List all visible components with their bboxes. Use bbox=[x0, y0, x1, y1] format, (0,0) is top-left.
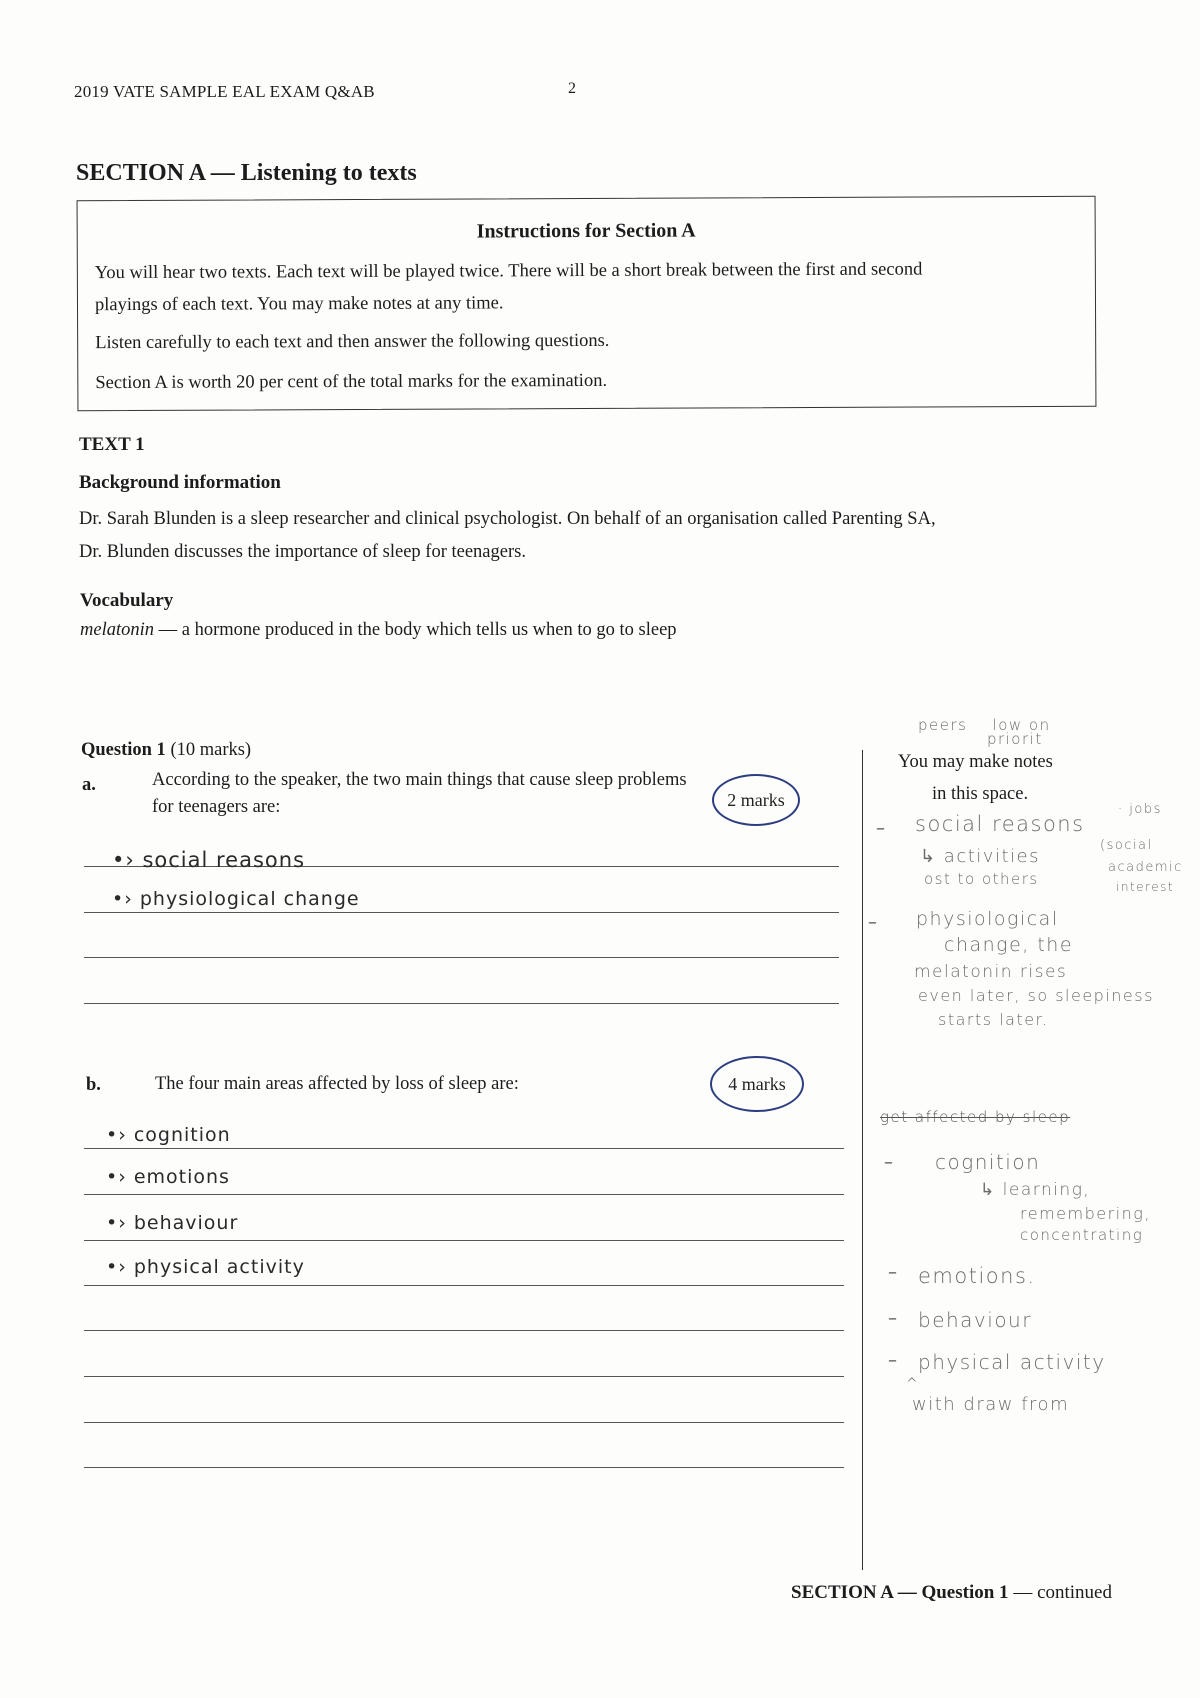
note-emotions: emotions. bbox=[918, 1264, 1036, 1288]
answer-line bbox=[84, 1422, 844, 1423]
question1b-text: The four main areas affected by loss of sleep are: bbox=[155, 1074, 519, 1094]
question1a-label: a. bbox=[82, 775, 96, 795]
question1a-text-line2: for teenagers are: bbox=[152, 797, 281, 817]
note-caret: ^ bbox=[906, 1376, 920, 1392]
note-phys-4: even later, so sleepiness bbox=[918, 986, 1154, 1005]
instructions-p3: Section A is worth 20 per cent of the total marks for the examination. bbox=[95, 370, 608, 394]
dash-mark: – bbox=[868, 912, 877, 933]
notes-top-scribble: peers low on priorit bbox=[918, 716, 1051, 748]
question1b-label: b. bbox=[86, 1075, 101, 1095]
question1-title: Question 1 bbox=[81, 740, 166, 760]
notes-prompt-line1: You may make notes bbox=[898, 752, 1053, 772]
instructions-title: Instructions for Section A bbox=[476, 219, 696, 243]
answer-line bbox=[84, 1003, 839, 1004]
background-line1: Dr. Sarah Blunden is a sleep researcher and clinical psychologist. On behalf of an organisation called Parenting SA, bbox=[79, 509, 936, 529]
note-social-side4: interest bbox=[1116, 880, 1175, 894]
vocabulary-entry bbox=[80, 620, 677, 641]
question1-marks: (10 marks) bbox=[170, 740, 252, 760]
dash-mark: – bbox=[888, 1262, 897, 1283]
note-cognition-sub3: concentrating bbox=[1020, 1226, 1144, 1244]
answer-line bbox=[84, 1285, 844, 1286]
question1-heading bbox=[81, 740, 251, 761]
instructions-p2: Listen carefully to each text and then answer the following questions. bbox=[95, 330, 610, 354]
text1-heading: TEXT 1 bbox=[79, 434, 145, 455]
note-phys-5: starts later. bbox=[938, 1010, 1049, 1029]
exam-header: 2019 VATE SAMPLE EAL EXAM Q&AB bbox=[74, 82, 375, 101]
notes-divider bbox=[862, 750, 863, 1570]
answer-line bbox=[84, 1148, 844, 1149]
dash-mark: – bbox=[888, 1350, 897, 1371]
question1a-marks-badge: 2 marks bbox=[712, 774, 800, 826]
answer-1a-2[interactable]: •› physiological change bbox=[112, 888, 360, 910]
page-number: 2 bbox=[568, 80, 576, 97]
note-social-sub1: ↳ activities bbox=[920, 846, 1040, 867]
answer-line bbox=[84, 1376, 844, 1377]
answer-line bbox=[84, 1240, 844, 1241]
answer-line bbox=[84, 957, 839, 958]
note-social: social reasons bbox=[915, 812, 1085, 836]
instructions-p1-line2: playings of each text. You may make notes at any time. bbox=[94, 293, 504, 316]
dash-mark: – bbox=[876, 818, 885, 839]
page-footer bbox=[791, 1582, 1112, 1604]
vocabulary-heading: Vocabulary bbox=[80, 590, 174, 611]
answer-1b-3[interactable]: •› behaviour bbox=[106, 1212, 239, 1234]
note-social-side1: · jobs bbox=[1118, 802, 1162, 817]
answer-1b-1[interactable]: •› cognition bbox=[106, 1124, 231, 1146]
instructions-box bbox=[77, 196, 1097, 411]
footer-section: SECTION A — bbox=[791, 1582, 922, 1603]
background-line2: Dr. Blunden discusses the importance of sleep for teenagers. bbox=[79, 542, 526, 562]
answer-line bbox=[84, 1467, 844, 1468]
notes-prompt-line2: in this space. bbox=[932, 784, 1029, 804]
answer-1b-2[interactable]: •› emotions bbox=[106, 1166, 230, 1188]
note-phys-1: physiological bbox=[916, 908, 1059, 930]
answer-1b-4[interactable]: •› physical activity bbox=[106, 1256, 305, 1278]
note-phys-3: melatonin rises bbox=[914, 962, 1068, 982]
answer-line bbox=[84, 912, 839, 913]
note-crossed-out: get affected by sleep bbox=[880, 1108, 1071, 1126]
background-heading: Background information bbox=[79, 472, 281, 493]
note-phys-2: change, the bbox=[944, 934, 1074, 956]
answer-line bbox=[84, 1330, 844, 1331]
note-social-side2: (social bbox=[1100, 838, 1153, 853]
vocabulary-definition: — a hormone produced in the body which tells us when to go to sleep bbox=[154, 620, 677, 640]
vocabulary-term: melatonin bbox=[80, 620, 154, 640]
dash-mark: – bbox=[884, 1152, 893, 1173]
question1b-marks-badge: 4 marks bbox=[710, 1056, 804, 1112]
note-social-sub2: ost to others bbox=[924, 870, 1039, 888]
note-cognition-sub1: ↳ learning, bbox=[980, 1180, 1091, 1200]
section-title: SECTION A — Listening to texts bbox=[76, 160, 417, 186]
footer-continued: — continued bbox=[1008, 1582, 1112, 1603]
dash-mark: – bbox=[888, 1308, 897, 1329]
footer-question: Question 1 bbox=[921, 1582, 1009, 1603]
note-withdraw: with draw from bbox=[912, 1394, 1070, 1415]
answer-line bbox=[84, 1194, 844, 1195]
instructions-p1-line1: You will hear two texts. Each text will be played twice. There will be a short break between the first and second bbox=[94, 259, 923, 284]
note-cognition: cognition bbox=[935, 1150, 1041, 1174]
question1a-text-line1: According to the speaker, the two main things that cause sleep problems bbox=[152, 770, 687, 790]
note-cognition-sub2: remembering, bbox=[1020, 1204, 1151, 1223]
answer-1a-1[interactable]: •› social reasons bbox=[112, 848, 306, 872]
note-physical: physical activity bbox=[918, 1350, 1106, 1374]
note-behaviour: behaviour bbox=[918, 1308, 1032, 1332]
note-social-side3: academic bbox=[1108, 860, 1183, 875]
